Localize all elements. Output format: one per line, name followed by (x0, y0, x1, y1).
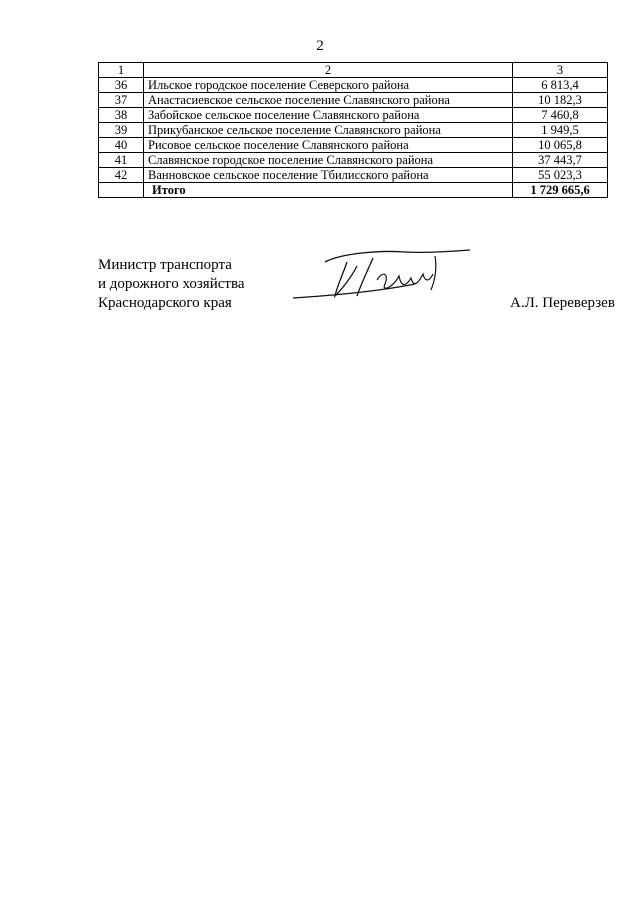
table-row (99, 78, 608, 93)
column-header: 3 (513, 63, 608, 78)
column-header: 2 (144, 63, 513, 78)
table-row (99, 123, 608, 138)
amount-value: 37 443,7 (513, 153, 608, 168)
row-number: 40 (99, 138, 144, 153)
page-number: 2 (316, 38, 324, 54)
table-row (99, 108, 608, 123)
amount-value: 7 460,8 (513, 108, 608, 123)
amount-value: 6 813,4 (513, 78, 608, 93)
total-empty-cell (99, 183, 144, 198)
settlement-name: Прикубанское сельское поселение Славянского района (144, 123, 513, 138)
table-row (99, 153, 608, 168)
column-header: 1 (99, 63, 144, 78)
amount-value: 10 065,8 (513, 138, 608, 153)
signatory-title-line: Краснодарского края (98, 295, 232, 311)
settlement-name: Анастасиевское сельское поселение Славянского района (144, 93, 513, 108)
row-number: 42 (99, 168, 144, 183)
table-row (99, 138, 608, 153)
table-header-row (99, 63, 608, 78)
table-row (99, 93, 608, 108)
settlement-name: Рисовое сельское поселение Славянского района (144, 138, 513, 153)
row-number: 37 (99, 93, 144, 108)
total-row (99, 183, 608, 198)
settlement-name: Забойское сельское поселение Славянского района (144, 108, 513, 123)
amount-value: 1 949,5 (513, 123, 608, 138)
signatory-title (98, 256, 245, 313)
handwritten-signature (285, 240, 485, 315)
total-value: 1 729 665,6 (513, 183, 608, 198)
total-label: Итого (144, 183, 513, 198)
allocation-table (98, 62, 608, 198)
row-number: 39 (99, 123, 144, 138)
amount-value: 10 182,3 (513, 93, 608, 108)
signatory-title-line: и дорожного хозяйства (98, 276, 245, 292)
signatory-title-line: Министр транспорта (98, 257, 232, 273)
signatory-name: А.Л. Переверзев (510, 295, 615, 311)
row-number: 41 (99, 153, 144, 168)
row-number: 38 (99, 108, 144, 123)
row-number: 36 (99, 78, 144, 93)
settlement-name: Ильское городское поселение Северского района (144, 78, 513, 93)
settlement-name: Ванновское сельское поселение Тбилисского района (144, 168, 513, 183)
table-row (99, 168, 608, 183)
settlement-name: Славянское городское поселение Славянского района (144, 153, 513, 168)
amount-value: 55 023,3 (513, 168, 608, 183)
